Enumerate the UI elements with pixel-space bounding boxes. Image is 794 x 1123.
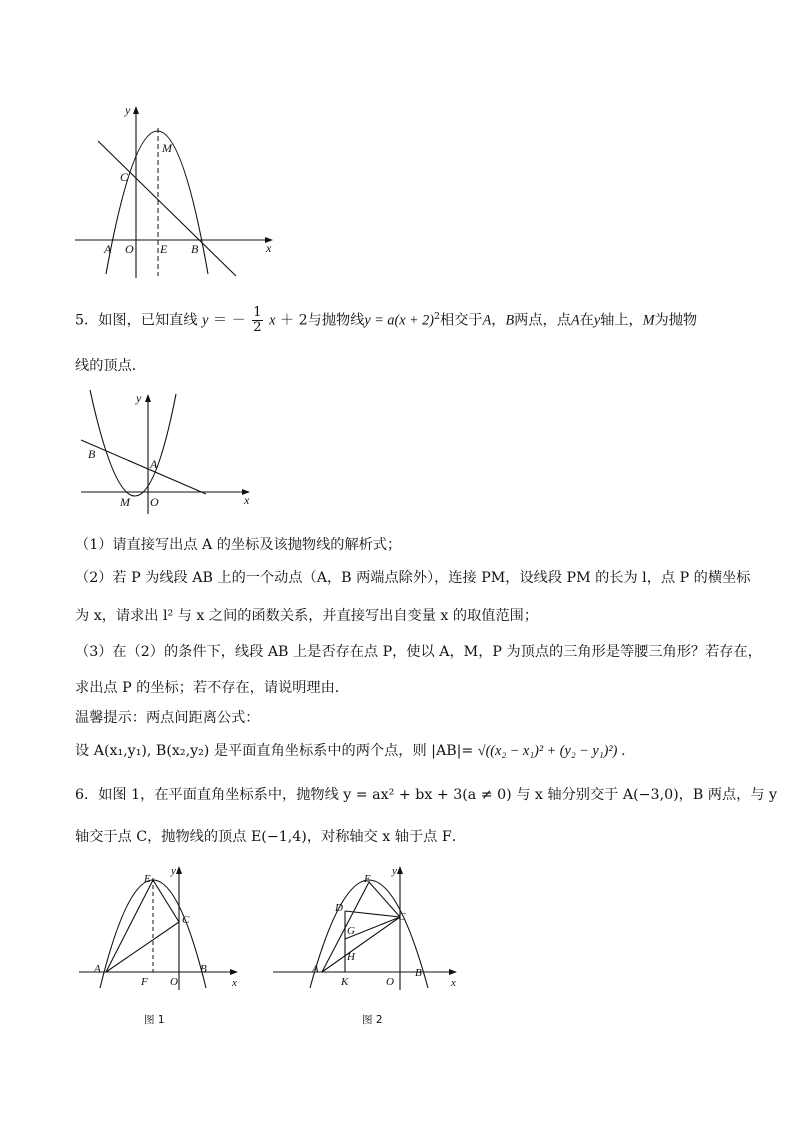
- label-x: x: [244, 493, 250, 507]
- q5-part-3-line-1: （3）在（2）的条件下，线段 AB 上是否存在点 P，使以 A，M，P 为顶点的三角形是等腰三角形？若存在，: [75, 644, 762, 660]
- label-y: y: [136, 391, 142, 405]
- q5-line-2: 线的顶点．: [75, 358, 146, 374]
- label-M: M: [120, 495, 130, 509]
- q5-yvar: y: [593, 312, 601, 329]
- q5-eq-eq: ＝ －: [212, 312, 246, 329]
- q5-intro-b: 与抛物线: [307, 312, 365, 329]
- q5-line-1: [75, 306, 725, 335]
- label-O: O: [125, 242, 134, 256]
- label-C: C: [398, 911, 406, 923]
- label-y: y: [125, 103, 131, 117]
- q5-point-A: A: [482, 312, 492, 329]
- label-B: B: [88, 447, 96, 461]
- q5-intro-a: 如图，已知直线: [98, 312, 198, 329]
- q5-intro-c: 相交于: [440, 312, 483, 329]
- q5-number: 5．: [75, 312, 99, 329]
- label-K: K: [341, 976, 349, 988]
- figure-q5-graph: [76, 388, 256, 516]
- q5-point-M: M: [642, 312, 655, 329]
- q5-distance-a: 设 A(x₁,y₁), B(x₂,y₂) 是平面直角坐标系中的两个点，则 |AB|=: [75, 743, 478, 759]
- q6-line-2: 轴交于点 C，抛物线的顶点 E(−1,4)，对称轴交 x 轴于点 F．: [75, 829, 466, 845]
- label-M: M: [162, 141, 172, 155]
- label-G: G: [347, 925, 355, 937]
- q5-intro-g: 为抛物: [654, 312, 698, 329]
- label-E: E: [364, 873, 371, 885]
- q5-parabola-exp: 2: [434, 311, 441, 322]
- label-F: F: [141, 976, 148, 988]
- figure-q6-fig1: [74, 860, 246, 1032]
- figure-caption-1: 图 1: [144, 1014, 165, 1026]
- q5-part-2-line-1: （2）若 P 为线段 AB 上的一个动点（A，B 两端点除外），连接 PM，设线段 PM 的长为 l，点 P 的横坐标: [75, 570, 751, 586]
- q5-intro-d: 两点，点: [514, 312, 571, 329]
- q5-eq-x: x: [269, 312, 276, 329]
- label-x: x: [232, 977, 237, 989]
- label-A: A: [150, 457, 158, 471]
- figure-q6-fig2: [268, 860, 464, 1032]
- figure-caption-2: 图 2: [362, 1014, 383, 1026]
- label-A: A: [104, 242, 112, 256]
- q5-point-B: B: [505, 312, 515, 329]
- q6-line-1: 6．如图 1，在平面直角坐标系中，抛物线 y = ax² + bx + 3(a ≠ 0) 与 x 轴分别交于 A(−3,0)，B 两点，与 y: [75, 787, 778, 803]
- label-D: D: [335, 902, 343, 914]
- label-O: O: [386, 976, 394, 988]
- label-E: E: [144, 873, 151, 885]
- frac-denominator: 2: [253, 320, 262, 336]
- q5-tip: 温馨提示：两点间距离公式：: [75, 710, 260, 726]
- label-y: y: [171, 865, 176, 877]
- label-H: H: [347, 951, 355, 963]
- label-x: x: [451, 977, 456, 989]
- label-A: A: [94, 963, 101, 975]
- label-B: B: [200, 963, 207, 975]
- frac-numerator: 1: [253, 305, 262, 321]
- q5-intro-e: 在: [579, 312, 594, 329]
- label-O: O: [170, 976, 178, 988]
- q5-part-1: （1）请直接写出点 A 的坐标及该抛物线的解析式；: [75, 537, 402, 553]
- label-x: x: [266, 241, 272, 255]
- q5-distance-b: √((x₂ − x₁)² + (y₂ − y₁)²) ．: [477, 743, 636, 759]
- q5-comma: ，: [491, 312, 506, 329]
- q5-intro-f: 轴上，: [600, 312, 643, 329]
- q5-eq-y: y: [202, 312, 209, 329]
- q5-fraction: [252, 306, 262, 335]
- q5-point-A2: A: [570, 312, 580, 329]
- figure-q4-graph: [70, 98, 280, 280]
- label-O: O: [150, 495, 159, 509]
- q5-part-3-line-2: 求出点 P 的坐标；若不存在，请说明理由．: [75, 680, 349, 696]
- label-C: C: [182, 914, 190, 926]
- label-B: B: [415, 967, 422, 979]
- label-C: C: [120, 170, 129, 184]
- q5-distance-formula: [75, 740, 725, 762]
- q5-eq-plus2: ＋ 2: [279, 312, 308, 329]
- label-E: E: [160, 242, 168, 256]
- q5-part-2-line-2: 为 x，请求出 l² 与 x 之间的函数关系，并直接写出自变量 x 的取值范围；: [75, 608, 539, 624]
- q5-parabola: y = a(x + 2): [364, 312, 434, 329]
- label-y: y: [392, 865, 397, 877]
- label-A: A: [312, 963, 319, 975]
- label-B: B: [191, 242, 199, 256]
